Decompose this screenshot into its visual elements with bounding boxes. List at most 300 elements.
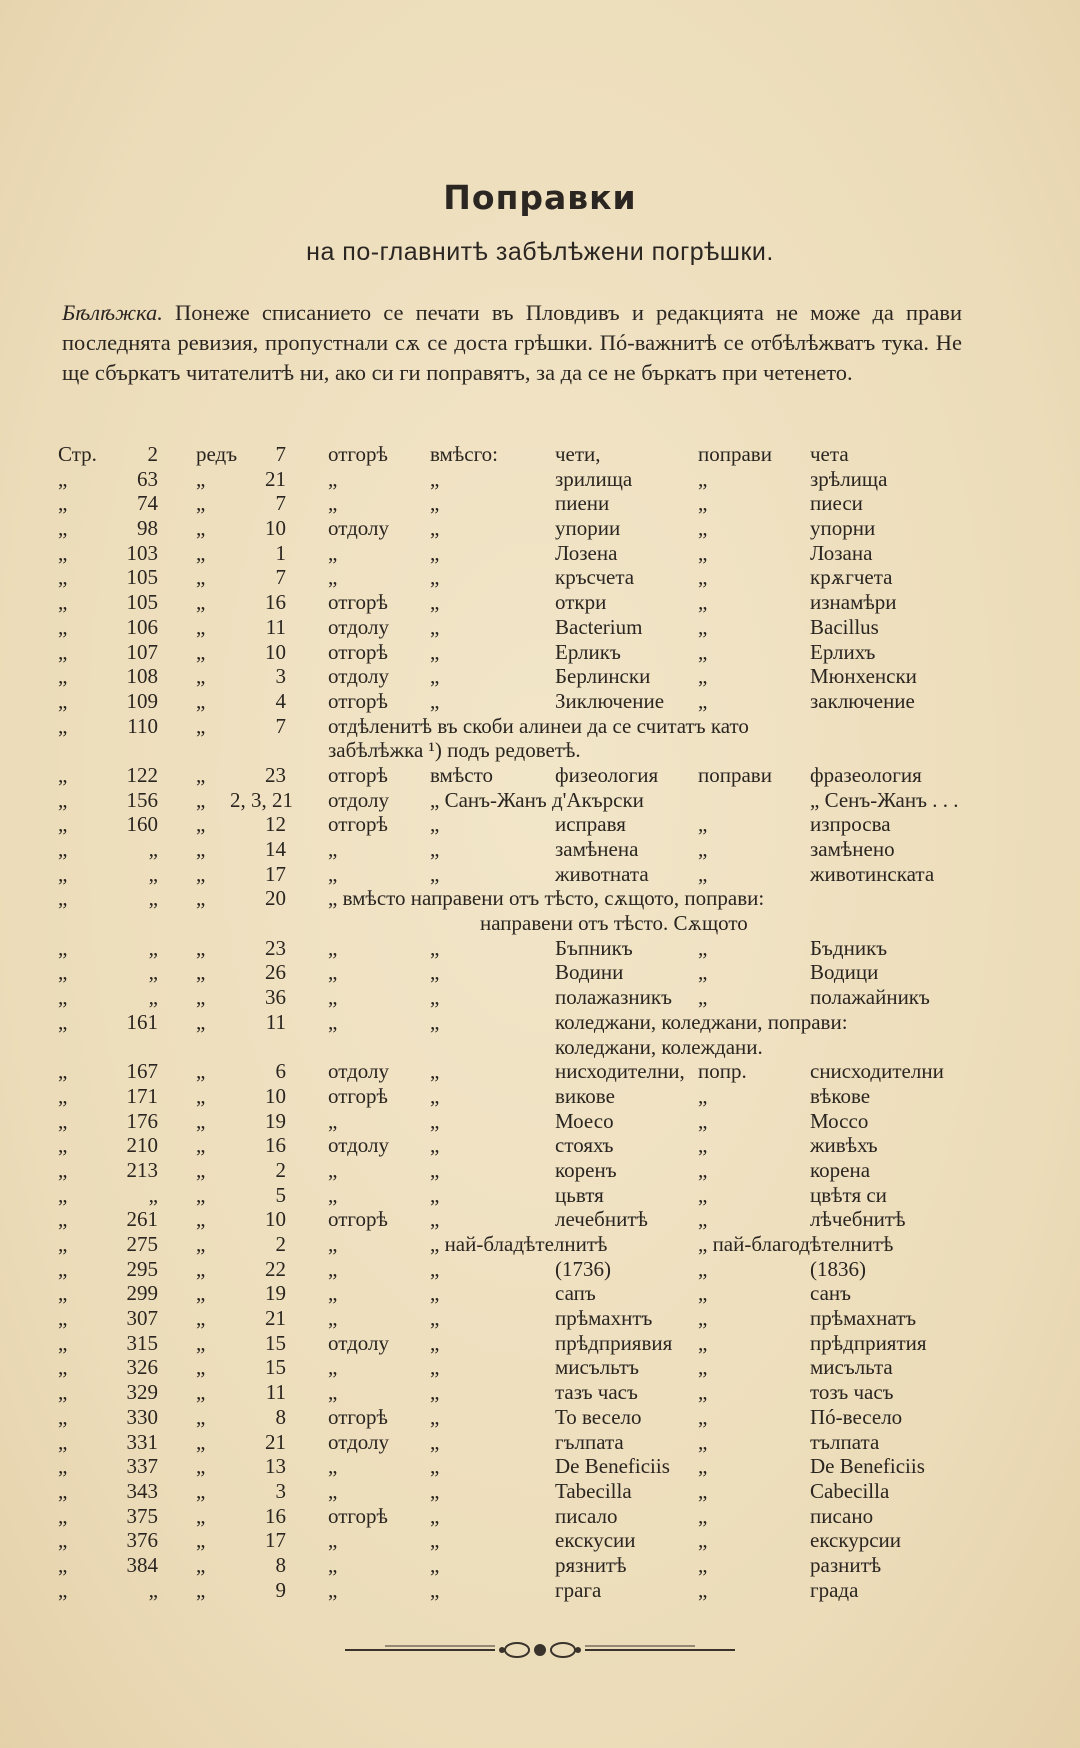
errata-cell-c4: „ [328,935,338,960]
errata-cell-c2: „ [196,985,206,1010]
page-subtitle: на по-главнитѣ забѣлѣжени погрѣшки. [306,238,774,266]
errata-cell-c5: „ [430,1380,440,1405]
errata-cell-c0: „ [58,1552,68,1577]
errata-cell-c7: „ [698,837,708,861]
errata-cell-c0: „ [58,1281,68,1306]
errata-cell-c3: 36 [265,985,286,1010]
errata-cell-c3: 10 [265,1083,286,1108]
errata-cell-c5: „ [430,837,440,861]
errata-cell-c5: „ най-бладѣтелнитѣ [430,1232,608,1256]
errata-cell-c7: „ [698,812,708,837]
errata-cell-c7: „ [698,614,708,639]
errata-cell-c2: „ [196,837,206,861]
errata-cell-c6: Ерликъ [555,639,621,664]
errata-cell-c4: „ [328,466,338,491]
errata-cell-c2: „ [196,1404,206,1429]
errata-cell-c6: цьвтя [555,1182,604,1207]
errata-cell-c1: 107 [126,639,158,664]
errata-cell-c7: „ пай-благодѣтелнитѣ [698,1232,894,1256]
errata-cell-c0: „ [58,861,68,886]
errata-cell-c8: изнамѣри [810,590,897,615]
errata-cell-c1: 210 [126,1133,158,1158]
errata-cell-c5: „ [430,1083,440,1108]
errata-cell-c8: крѫгчета [810,565,893,590]
errata-cell-c4: „ [328,491,338,516]
errata-cell-c7: „ [698,1182,708,1207]
errata-cell-c7: „ [698,1552,708,1577]
errata-cell-c6: пиени [555,491,610,516]
errata-cell-c7: поправи [698,442,772,466]
errata-cell-c7: „ [698,1207,708,1232]
errata-cell-c7: „ [698,1133,708,1158]
errata-cell-c5: „ [430,935,440,960]
errata-row [0,1479,1080,1504]
errata-cell-c3: 21 [265,1306,286,1331]
errata-cell-c0: „ [58,1009,68,1034]
errata-cell-c4: отгорѣ [328,442,388,466]
errata-row [0,615,1080,640]
errata-cell-cont2: направени отъ тѣсто. Сѫщото [480,911,748,936]
errata-cell-c2: „ [196,960,206,985]
errata-cell-c2: „ [196,1256,206,1281]
errata-row [0,1504,1080,1529]
page-title: Поправки [443,178,637,217]
errata-cell-c4: отгорѣ [328,590,388,615]
errata-cell-c6: De Beneficiis [555,1454,670,1479]
errata-cell-c8: Водици [810,960,879,985]
errata-row [0,1578,1080,1603]
errata-cell-c5: вмѣсто [430,762,493,787]
errata-cell-c5: „ [430,590,440,615]
errata-cell-c4: отдолу [328,614,390,639]
errata-cell-c5: „ [430,1059,440,1084]
errata-cell-c2: „ [196,1281,206,1306]
errata-cell-c8: Cabecilla [810,1478,890,1503]
errata-cell-c6: лечебнитѣ [555,1207,648,1232]
errata-cell-c8: санъ [810,1281,851,1306]
errata-cell-c8: писано [810,1503,874,1528]
errata-cell-c3: 13 [265,1454,286,1479]
errata-cell-c7: „ [698,1404,708,1429]
errata-cell-c8: прѣмахнатъ [810,1306,917,1331]
errata-cell-c3: 6 [275,1059,286,1084]
errata-row [0,491,1080,516]
errata-cell-c7: „ [698,664,708,689]
errata-cell-c0: „ [58,960,68,985]
errata-cell-c3: 9 [275,1577,286,1602]
errata-cell-c2: „ [196,1454,206,1479]
errata-cell-c5: „ [430,1404,440,1429]
errata-cell-c3: 16 [265,590,286,615]
errata-cell-c2: „ [196,565,206,590]
errata-cell-c8: зрѣлища [810,466,888,491]
errata-cell-c4: „ [328,1157,338,1182]
errata-cell-c1: 2 [147,442,158,466]
errata-cell-c1: 156 [126,787,158,812]
errata-cell-c5: „ [430,1552,440,1577]
errata-cell-c5: „ [430,664,440,689]
errata-cell-c7: „ [698,1577,708,1602]
errata-cell-c7: поправи [698,762,772,787]
errata-cell-c2: „ [196,1577,206,1602]
errata-cell-c3: 21 [265,1429,286,1454]
errata-cell-c0: „ [58,466,68,491]
errata-cell-c7: „ [698,1429,708,1454]
errata-cell-c6: зрилища [555,466,633,491]
errata-cell-c7: „ [698,590,708,615]
errata-row [0,862,1080,887]
errata-cell-c7: „ [698,1503,708,1528]
errata-row [0,936,1080,961]
errata-cell-c1: 261 [126,1207,158,1232]
errata-cell-c2: „ [196,1133,206,1158]
errata-cell-c1: 122 [126,762,158,787]
errata-cell-c7: „ [698,639,708,664]
errata-cell-c1: 295 [126,1256,158,1281]
errata-row [0,442,1080,467]
errata-cell-c2: „ [196,1009,206,1034]
errata-cell-c1: 103 [126,540,158,565]
errata-cell-c7: „ [698,1355,708,1380]
errata-cell-c7: „ [698,688,708,713]
errata-cell-c1: „ [148,935,158,960]
errata-cell-c0: „ [58,886,68,911]
errata-cell-c7: „ [698,1108,708,1133]
editorial-note [62,298,962,388]
errata-cell-c5: „ [430,491,440,516]
errata-cell-c3: 14 [265,837,286,861]
errata-cell-c5: „ [430,1157,440,1182]
errata-cell-c2: „ [196,861,206,886]
errata-cell-c7: „ [698,861,708,886]
errata-cell-c2: „ [196,491,206,516]
errata-cell-c2: „ [196,1503,206,1528]
errata-cell-c4: отдолу [328,516,390,541]
errata-cell-c4: „ [328,837,338,861]
errata-cell-c1: 331 [126,1429,158,1454]
errata-cell-c4: отгорѣ [328,762,388,787]
errata-cell-c5: „ [430,1108,440,1133]
errata-cell-c1: „ [148,1182,158,1207]
errata-cell-c7: попр. [698,1059,747,1084]
errata-cell-c0: „ [58,590,68,615]
errata-cell-c4: „ [328,1380,338,1405]
errata-cell-c4: „ [328,1009,338,1034]
errata-cell-c4: отдолу [328,787,390,812]
errata-row [0,1133,1080,1158]
errata-cell-c0: „ [58,1232,68,1256]
errata-cell-c3: 5 [275,1182,286,1207]
errata-cell-c5: „ [430,565,440,590]
errata-cell-c5: „ [430,466,440,491]
errata-cell-c5: „ [430,688,440,713]
errata-cell-c0: „ [58,713,68,738]
errata-cell-c0: Стр. [58,442,97,466]
errata-cell-c2: „ [196,886,206,911]
errata-cell-c4: „ [328,1281,338,1306]
errata-cell-c4: отгорѣ [328,1503,388,1528]
errata-cell-c0: „ [58,1059,68,1084]
errata-cell-c8: Моссо [810,1108,869,1133]
errata-row [0,911,1080,936]
errata-cell-c4: „ [328,1256,338,1281]
errata-cell-c5: „ [430,1306,440,1331]
errata-cell-c2: „ [196,1182,206,1207]
errata-cell-c7: „ [698,466,708,491]
errata-cell-c4: „ [328,1454,338,1479]
errata-cell-c3: 11 [265,1009,286,1034]
errata-cell-c4: отдолу [328,1330,390,1355]
errata-cell-c6: Берлински [555,664,651,689]
errata-cell-c6: писало [555,1503,618,1528]
errata-cell-c0: „ [58,491,68,516]
errata-cell-c8: снисходителни [810,1059,944,1084]
errata-row [0,1158,1080,1183]
errata-cell-c1: 337 [126,1454,158,1479]
errata-row [0,1059,1080,1084]
errata-cell-c4: „ [328,1478,338,1503]
errata-cell-c3: 23 [265,935,286,960]
errata-cell-c6: упории [555,516,621,541]
errata-cell-c3: 12 [265,812,286,837]
errata-cell-c0: „ [58,762,68,787]
errata-cell-c5: вмѣсго: [430,442,498,466]
errata-cell-c3: 17 [265,1528,286,1553]
errata-cell-c3: 26 [265,960,286,985]
errata-cell-c2: „ [196,1528,206,1553]
errata-cell-c3: 16 [265,1503,286,1528]
errata-cell-c2: „ [196,590,206,615]
errata-cell-c5: „ [430,812,440,837]
ornament-divider-icon [345,1638,735,1662]
errata-row [0,1183,1080,1208]
errata-cell-c6: замѣнена [555,837,639,861]
errata-cell-c0: „ [58,1380,68,1405]
errata-cell-c0: „ [58,837,68,861]
errata-row [0,1306,1080,1331]
errata-cell-c8: екскурсии [810,1528,902,1553]
errata-row [0,1528,1080,1553]
errata-cell-c2: „ [196,1330,206,1355]
errata-cell-c4: „ [328,1355,338,1380]
errata-cell-c2: „ [196,540,206,565]
errata-cell-c4: отгорѣ [328,639,388,664]
errata-cell-c7: „ [698,491,708,516]
errata-cell-c2: „ [196,516,206,541]
errata-cell-c8: замѣнено [810,837,895,861]
errata-cell-c2: „ [196,935,206,960]
errata-cell-c6: Лозена [555,540,618,565]
errata-cell-c6: мисъльтъ [555,1355,639,1380]
errata-cell-c1: 315 [126,1330,158,1355]
errata-cell-c8: De Beneficiis [810,1454,925,1479]
errata-cell-c6: нисходителни, [555,1059,685,1084]
errata-cell-c3: 1 [275,540,286,565]
errata-cell-c6: откри [555,590,607,615]
errata-cell-c2: „ [196,664,206,689]
errata-cell-c8: Лозана [810,540,873,565]
errata-cell-c2: „ [196,1429,206,1454]
errata-cell-c7: „ [698,1454,708,1479]
errata-cell-c4: отдолу [328,1133,390,1158]
errata-cell-c5: „ [430,1281,440,1306]
errata-cell-c4: „ [328,985,338,1010]
errata-cell-c7: „ [698,935,708,960]
errata-cell-c1: 74 [137,491,158,516]
errata-cell-c1: 110 [127,713,158,738]
errata-cell-c8: тозъ часъ [810,1380,894,1405]
errata-cell-c4: „ [328,1552,338,1577]
errata-row [0,1281,1080,1306]
errata-cell-c4: „ [328,1232,338,1256]
errata-cell-c5: „ [430,1503,440,1528]
errata-row [0,1430,1080,1455]
errata-cell-c7: „ [698,1256,708,1281]
errata-cell-c4: „ [328,1306,338,1331]
errata-cell-c6: екскусии [555,1528,636,1553]
note-lead: Бѣлѣжка. [62,300,163,325]
errata-cell-c8: разнитѣ [810,1552,882,1577]
errata-cell-c7: „ [698,1083,708,1108]
errata-cell-c1: 326 [126,1355,158,1380]
errata-cell-c1: 109 [126,688,158,713]
errata-cell-c1: 98 [137,516,158,541]
errata-cell-c3: 2 [275,1232,286,1256]
errata-cell-c2: „ [196,1552,206,1577]
errata-cell-c3: 15 [265,1330,286,1355]
errata-cell-c3: 22 [265,1256,286,1281]
errata-cell-c1: „ [148,886,158,911]
errata-cell-c2: „ [196,1157,206,1182]
errata-cell-c4: „ [328,861,338,886]
errata-cell-c8: живѣхъ [810,1133,878,1158]
errata-cell-c8: мисъльта [810,1355,893,1380]
errata-cell-c0: „ [58,1133,68,1158]
errata-cell-c1: „ [148,985,158,1010]
errata-cell-c8: Bacillus [810,614,879,639]
errata-cell-c5: „ [430,861,440,886]
errata-cell-c0: „ [58,688,68,713]
errata-cell-c4: „ [328,1528,338,1553]
errata-cell-c1: 384 [126,1552,158,1577]
errata-cell-c4: отдолу [328,1059,390,1084]
errata-cell-c4: отгорѣ [328,688,388,713]
errata-cell-c6: Зиключение [555,688,665,713]
errata-cell-c1: 105 [126,590,158,615]
errata-cell-c3: 16 [265,1133,286,1158]
errata-row [0,714,1080,739]
errata-cell-c1: 161 [126,1009,158,1034]
errata-cell-c7: „ [698,540,708,565]
errata-cell-c1: 106 [126,614,158,639]
errata-cell-c4: отгорѣ [328,1404,388,1429]
errata-row [0,640,1080,665]
errata-row [0,1035,1080,1060]
errata-cell-c6: Моесо [555,1108,614,1133]
errata-cell-c8: лѣчебнитѣ [810,1207,906,1232]
errata-cell-c5: „ [430,1577,440,1602]
errata-cell-c0: „ [58,516,68,541]
errata-row [0,689,1080,714]
errata-cell-c2: „ [196,1232,206,1256]
errata-cell-c4: отгорѣ [328,1207,388,1232]
errata-cell-c4: „ [328,1182,338,1207]
errata-cell-c5: „ Санъ-Жанъ д'Акърски [430,787,644,812]
errata-cell-c8: чета [810,442,849,466]
errata-cell-c8: (1836) [810,1256,866,1281]
errata-cell-c2: „ [196,1380,206,1405]
errata-cell-c3: 17 [265,861,286,886]
errata-cell-c1: 343 [126,1478,158,1503]
errata-row [0,1232,1080,1257]
errata-cell-c2: редъ [196,442,238,466]
errata-cell-c3: 19 [265,1108,286,1133]
errata-row [0,590,1080,615]
errata-cell-c1: 176 [126,1108,158,1133]
errata-cell-c0: „ [58,1182,68,1207]
errata-cell-c0: „ [58,1083,68,1108]
errata-row [0,1109,1080,1134]
errata-row [0,1405,1080,1430]
errata-cell-c5: „ [430,1528,440,1553]
errata-cell-c1: 167 [126,1059,158,1084]
errata-cell-c7: „ [698,1478,708,1503]
errata-cell-c8: града [810,1577,859,1602]
errata-cell-c3: 3 [275,1478,286,1503]
errata-cell-c8: „ Сенъ-Жанъ . . . [810,787,959,812]
errata-cell-c3: 2, 3, 21 [230,787,293,812]
errata-cell-c6: коледжани, коледжани, поправи: [555,1009,848,1034]
errata-cell-c6: грага [555,1577,602,1602]
errata-cell-c3: 7 [275,491,286,516]
errata-row [0,738,1080,763]
errata-cell-c0: „ [58,540,68,565]
errata-cell-c1: 213 [126,1157,158,1182]
errata-cell-c4: „ [328,960,338,985]
errata-row [0,664,1080,689]
errata-row [0,516,1080,541]
errata-cell-c0: „ [58,1478,68,1503]
errata-cell-c0: „ [58,1429,68,1454]
errata-cell-c6: Водини [555,960,624,985]
errata-cell-c4: „ [328,1108,338,1133]
errata-cell-c0: „ [58,1157,68,1182]
errata-cell-c1: 171 [126,1083,158,1108]
errata-cell-c6: кръсчета [555,565,635,590]
errata-cell-c0: „ [58,985,68,1010]
errata-cell-c7: „ [698,1157,708,1182]
errata-cell-c5: „ [430,1182,440,1207]
errata-cell-c5: „ [430,1207,440,1232]
errata-cell-c2: „ [196,1478,206,1503]
errata-cell-c8: вѣкове [810,1083,871,1108]
errata-cell-c0: „ [58,787,68,812]
errata-cell-c4: „ [328,1577,338,1602]
errata-cell-c6: сапъ [555,1281,596,1306]
errata-row [0,812,1080,837]
errata-cell-c6: викове [555,1083,615,1108]
errata-cell-c0: „ [58,1503,68,1528]
errata-cell-c0: „ [58,1454,68,1479]
errata-cell-c1: 63 [137,466,158,491]
errata-cell-c6: полажазникъ [555,985,672,1010]
errata-cell-c5: „ [430,614,440,639]
errata-cell-c8: тълпата [810,1429,880,1454]
errata-cell-c1: 275 [126,1232,158,1256]
errata-cell-c2: „ [196,639,206,664]
errata-cell-c1: 330 [126,1404,158,1429]
errata-cell-c3: 10 [265,516,286,541]
